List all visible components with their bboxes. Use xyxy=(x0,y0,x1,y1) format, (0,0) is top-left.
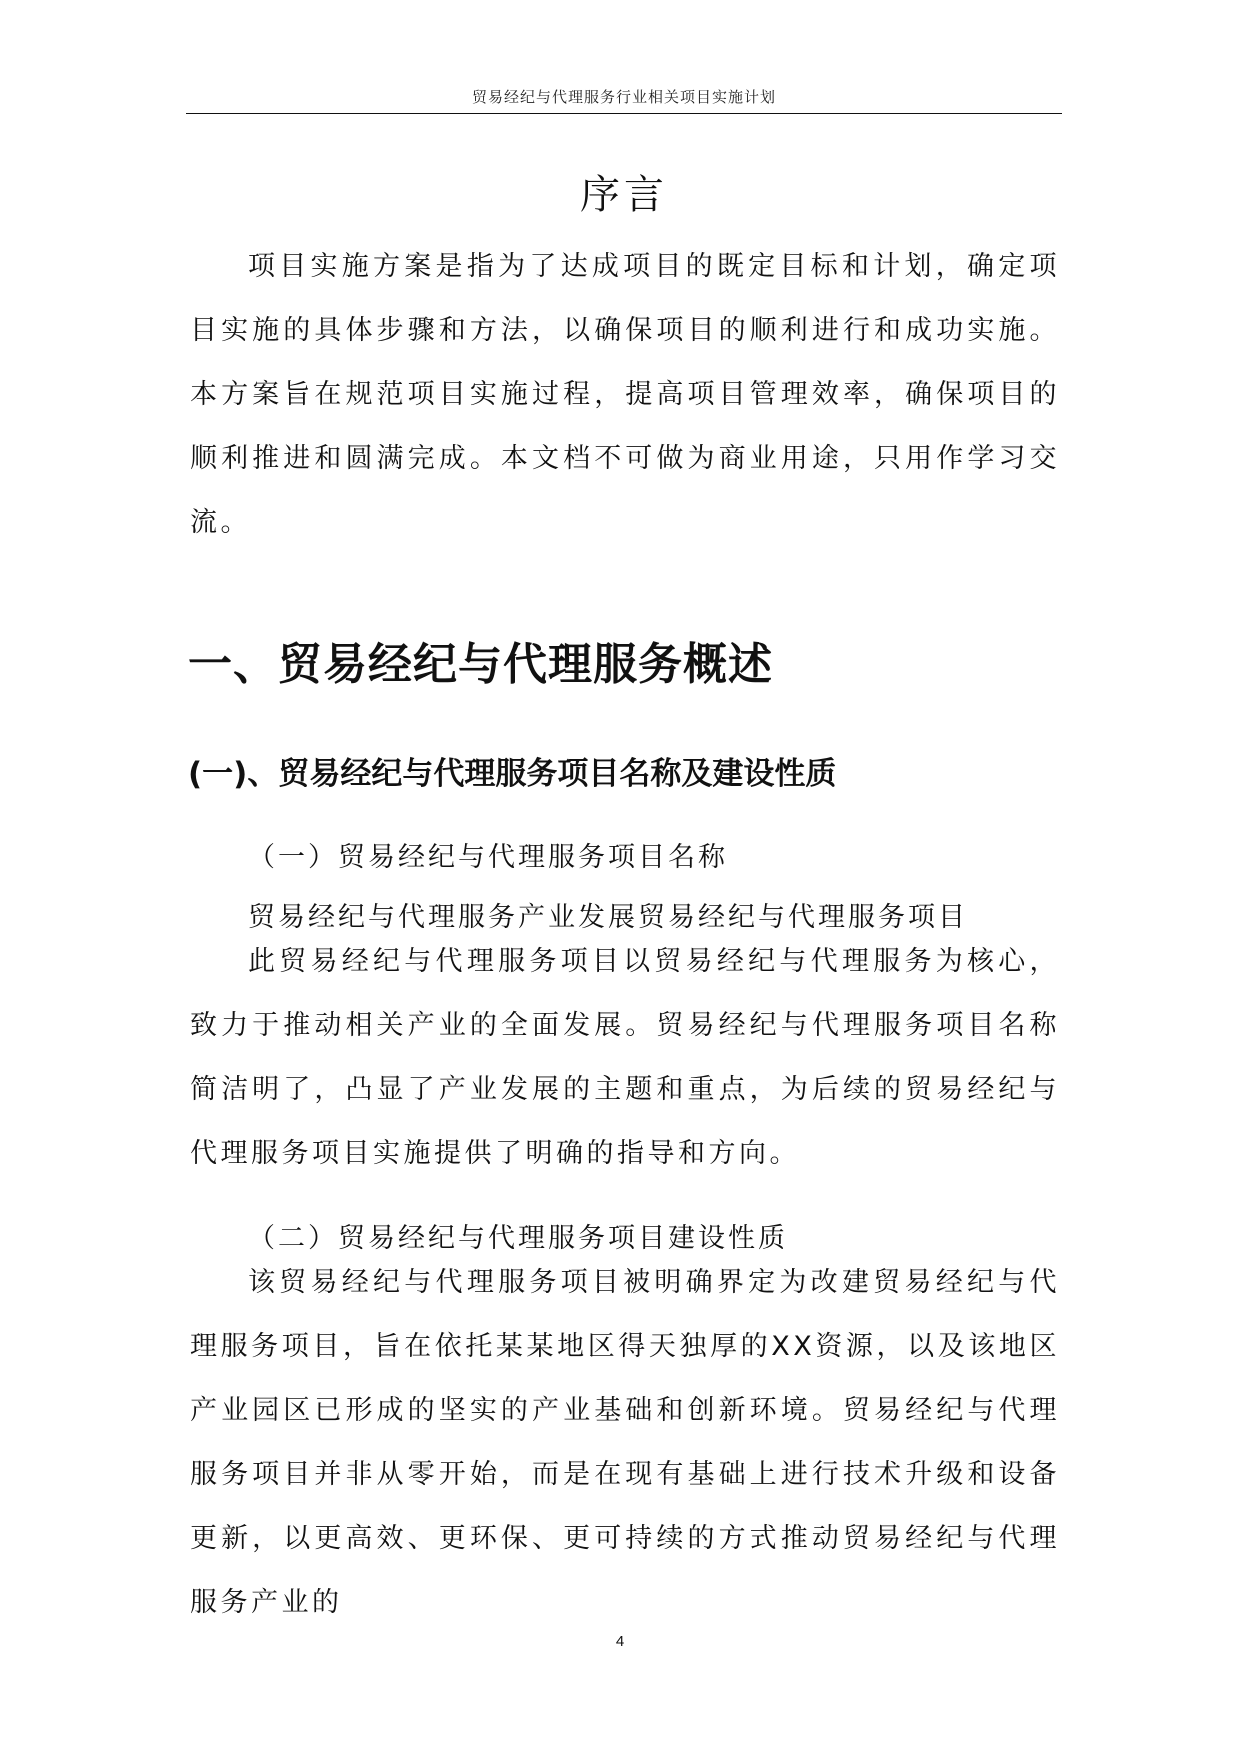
section-heading: (一)、贸易经纪与代理服务项目名称及建设性质 xyxy=(188,756,837,792)
running-header: 贸易经纪与代理服务行业相关项目实施计划 xyxy=(471,88,776,106)
project-name-paragraph: 此贸易经纪与代理服务项目以贸易经纪与代理服务为核心，致力于推动相关产业的全面发展。贸易经纪与代理服务项目名称简洁明了，凸显了产业发展的主题和重点，为后续的贸易经纪与代理服务项目实施提供了明确的指导和方向。 xyxy=(190,946,1060,1169)
subsection-heading-name: （一）贸易经纪与代理服务项目名称 xyxy=(248,842,728,873)
subsection-heading-nature: （二）贸易经纪与代理服务项目建设性质 xyxy=(248,1223,788,1254)
chapter-heading: 一、贸易经纪与代理服务概述 xyxy=(188,639,773,690)
preface-title: 序言 xyxy=(580,172,668,218)
project-name: 贸易经纪与代理服务产业发展贸易经纪与代理服务项目 xyxy=(248,902,968,933)
construction-nature-paragraph: 该贸易经纪与代理服务项目被明确界定为改建贸易经纪与代理服务项目，旨在依托某某地区得天独厚的XX资源，以及该地区产业园区已形成的坚实的产业基础和创新环境。贸易经纪与代理服务项目并非从零开始，而是在现有基础上进行技术升级和设备更新，以更高效、更环保、更可持续的方式推动贸易经纪与代理服务产业的 xyxy=(190,1267,1060,1618)
page-number: 4 xyxy=(615,1633,625,1650)
header-divider xyxy=(186,113,1062,114)
preface-paragraph: 项目实施方案是指为了达成项目的既定目标和计划，确定项目实施的具体步骤和方法，以确保项目的顺利进行和成功实施。本方案旨在规范项目实施过程，提高项目管理效率，确保项目的顺利推进和圆满完成。本文档不可做为商业用途，只用作学习交流。 xyxy=(190,251,1060,538)
